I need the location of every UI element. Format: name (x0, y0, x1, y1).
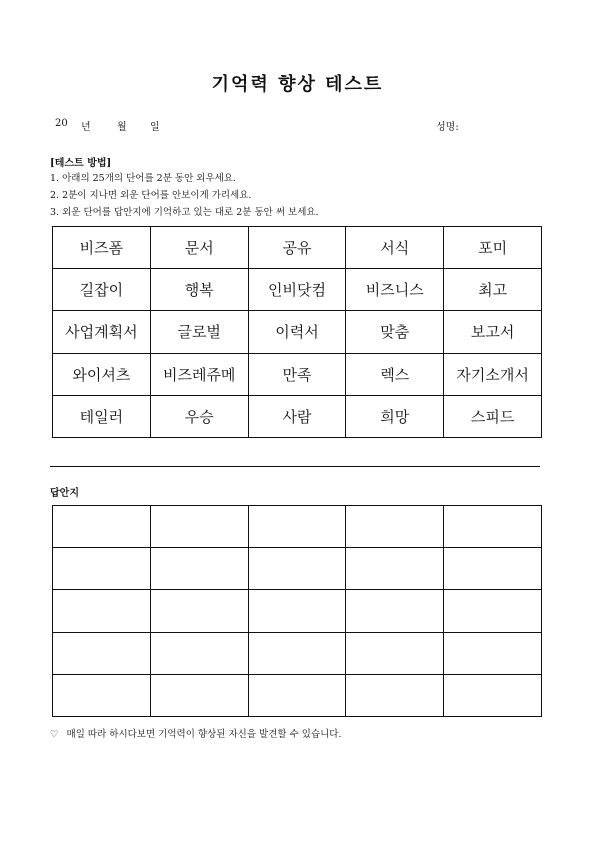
word-cell: 비즈폼 (53, 227, 151, 269)
word-cell: 인비닷컴 (248, 269, 346, 311)
word-cell: 길잡이 (53, 269, 151, 311)
word-cell: 사람 (248, 395, 346, 437)
word-cell: 맞춤 (346, 311, 444, 353)
section-divider (50, 466, 540, 467)
answer-cell[interactable] (53, 632, 151, 674)
word-cell: 스피드 (444, 395, 542, 437)
word-cell: 테일러 (53, 395, 151, 437)
answer-cell[interactable] (248, 590, 346, 632)
word-cell: 문서 (150, 227, 248, 269)
answer-cell[interactable] (150, 548, 248, 590)
word-table (52, 226, 542, 438)
answer-cell[interactable] (150, 674, 248, 716)
answer-cell[interactable] (346, 548, 444, 590)
word-cell: 비즈레쥬메 (150, 353, 248, 395)
footer-text: 매일 따라 하시다보면 기억력이 향상된 자신을 발견할 수 있습니다. (66, 729, 342, 740)
word-cell: 포미 (444, 227, 542, 269)
year-label: 년 (81, 122, 91, 133)
answer-row (53, 590, 542, 632)
answer-cell[interactable] (444, 548, 542, 590)
answer-cell[interactable] (444, 674, 542, 716)
word-cell: 와이셔츠 (53, 353, 151, 395)
word-cell: 사업계획서 (53, 311, 151, 353)
answer-cell[interactable] (444, 632, 542, 674)
answer-row (53, 632, 542, 674)
name-label: 성명: (436, 122, 459, 133)
answer-cell[interactable] (444, 506, 542, 548)
word-cell: 글로벌 (150, 311, 248, 353)
month-label: 월 (117, 122, 127, 133)
method-steps (50, 170, 319, 221)
answer-cell[interactable] (150, 590, 248, 632)
answer-cell[interactable] (346, 506, 444, 548)
year-prefix: 20 (55, 118, 68, 129)
word-cell: 우승 (150, 395, 248, 437)
answer-cell[interactable] (248, 506, 346, 548)
word-cell: 희망 (346, 395, 444, 437)
answer-row (53, 506, 542, 548)
footer-note (50, 726, 342, 740)
day-label: 일 (150, 122, 160, 133)
answer-cell[interactable] (248, 548, 346, 590)
word-cell: 자기소개서 (444, 353, 542, 395)
page-title: 기억력 향상 테스트 (211, 74, 384, 95)
answer-row (53, 674, 542, 716)
word-cell: 이력서 (248, 311, 346, 353)
answer-cell[interactable] (53, 590, 151, 632)
answer-cell[interactable] (248, 632, 346, 674)
step-3: 3. 외운 단어를 답안지에 기억하고 있는 대로 2분 동안 써 보세요. (50, 207, 319, 218)
word-cell: 공유 (248, 227, 346, 269)
word-row (53, 353, 542, 395)
answer-cell[interactable] (53, 506, 151, 548)
word-row (53, 269, 542, 311)
answer-cell[interactable] (53, 674, 151, 716)
word-row (53, 311, 542, 353)
answer-cell[interactable] (346, 590, 444, 632)
word-cell: 만족 (248, 353, 346, 395)
answer-cell[interactable] (53, 548, 151, 590)
word-row (53, 395, 542, 437)
word-cell: 보고서 (444, 311, 542, 353)
answer-row (53, 548, 542, 590)
heart-icon: ♡ (50, 729, 59, 740)
word-cell: 서식 (346, 227, 444, 269)
answer-heading: 답안지 (50, 488, 79, 499)
answer-cell[interactable] (150, 632, 248, 674)
answer-cell[interactable] (150, 506, 248, 548)
answer-cell[interactable] (444, 590, 542, 632)
answer-cell[interactable] (346, 674, 444, 716)
step-1: 1. 아래의 25개의 단어를 2분 동안 외우세요. (50, 173, 236, 184)
answer-cell[interactable] (248, 674, 346, 716)
word-row (53, 227, 542, 269)
word-cell: 렉스 (346, 353, 444, 395)
answer-cell[interactable] (346, 632, 444, 674)
step-2: 2. 2분이 지나면 외운 단어를 안보이게 가리세요. (50, 190, 252, 201)
word-cell: 행복 (150, 269, 248, 311)
answer-table (52, 505, 542, 717)
word-cell: 최고 (444, 269, 542, 311)
method-heading: [테스트 방법] (50, 158, 112, 169)
word-cell: 비즈니스 (346, 269, 444, 311)
